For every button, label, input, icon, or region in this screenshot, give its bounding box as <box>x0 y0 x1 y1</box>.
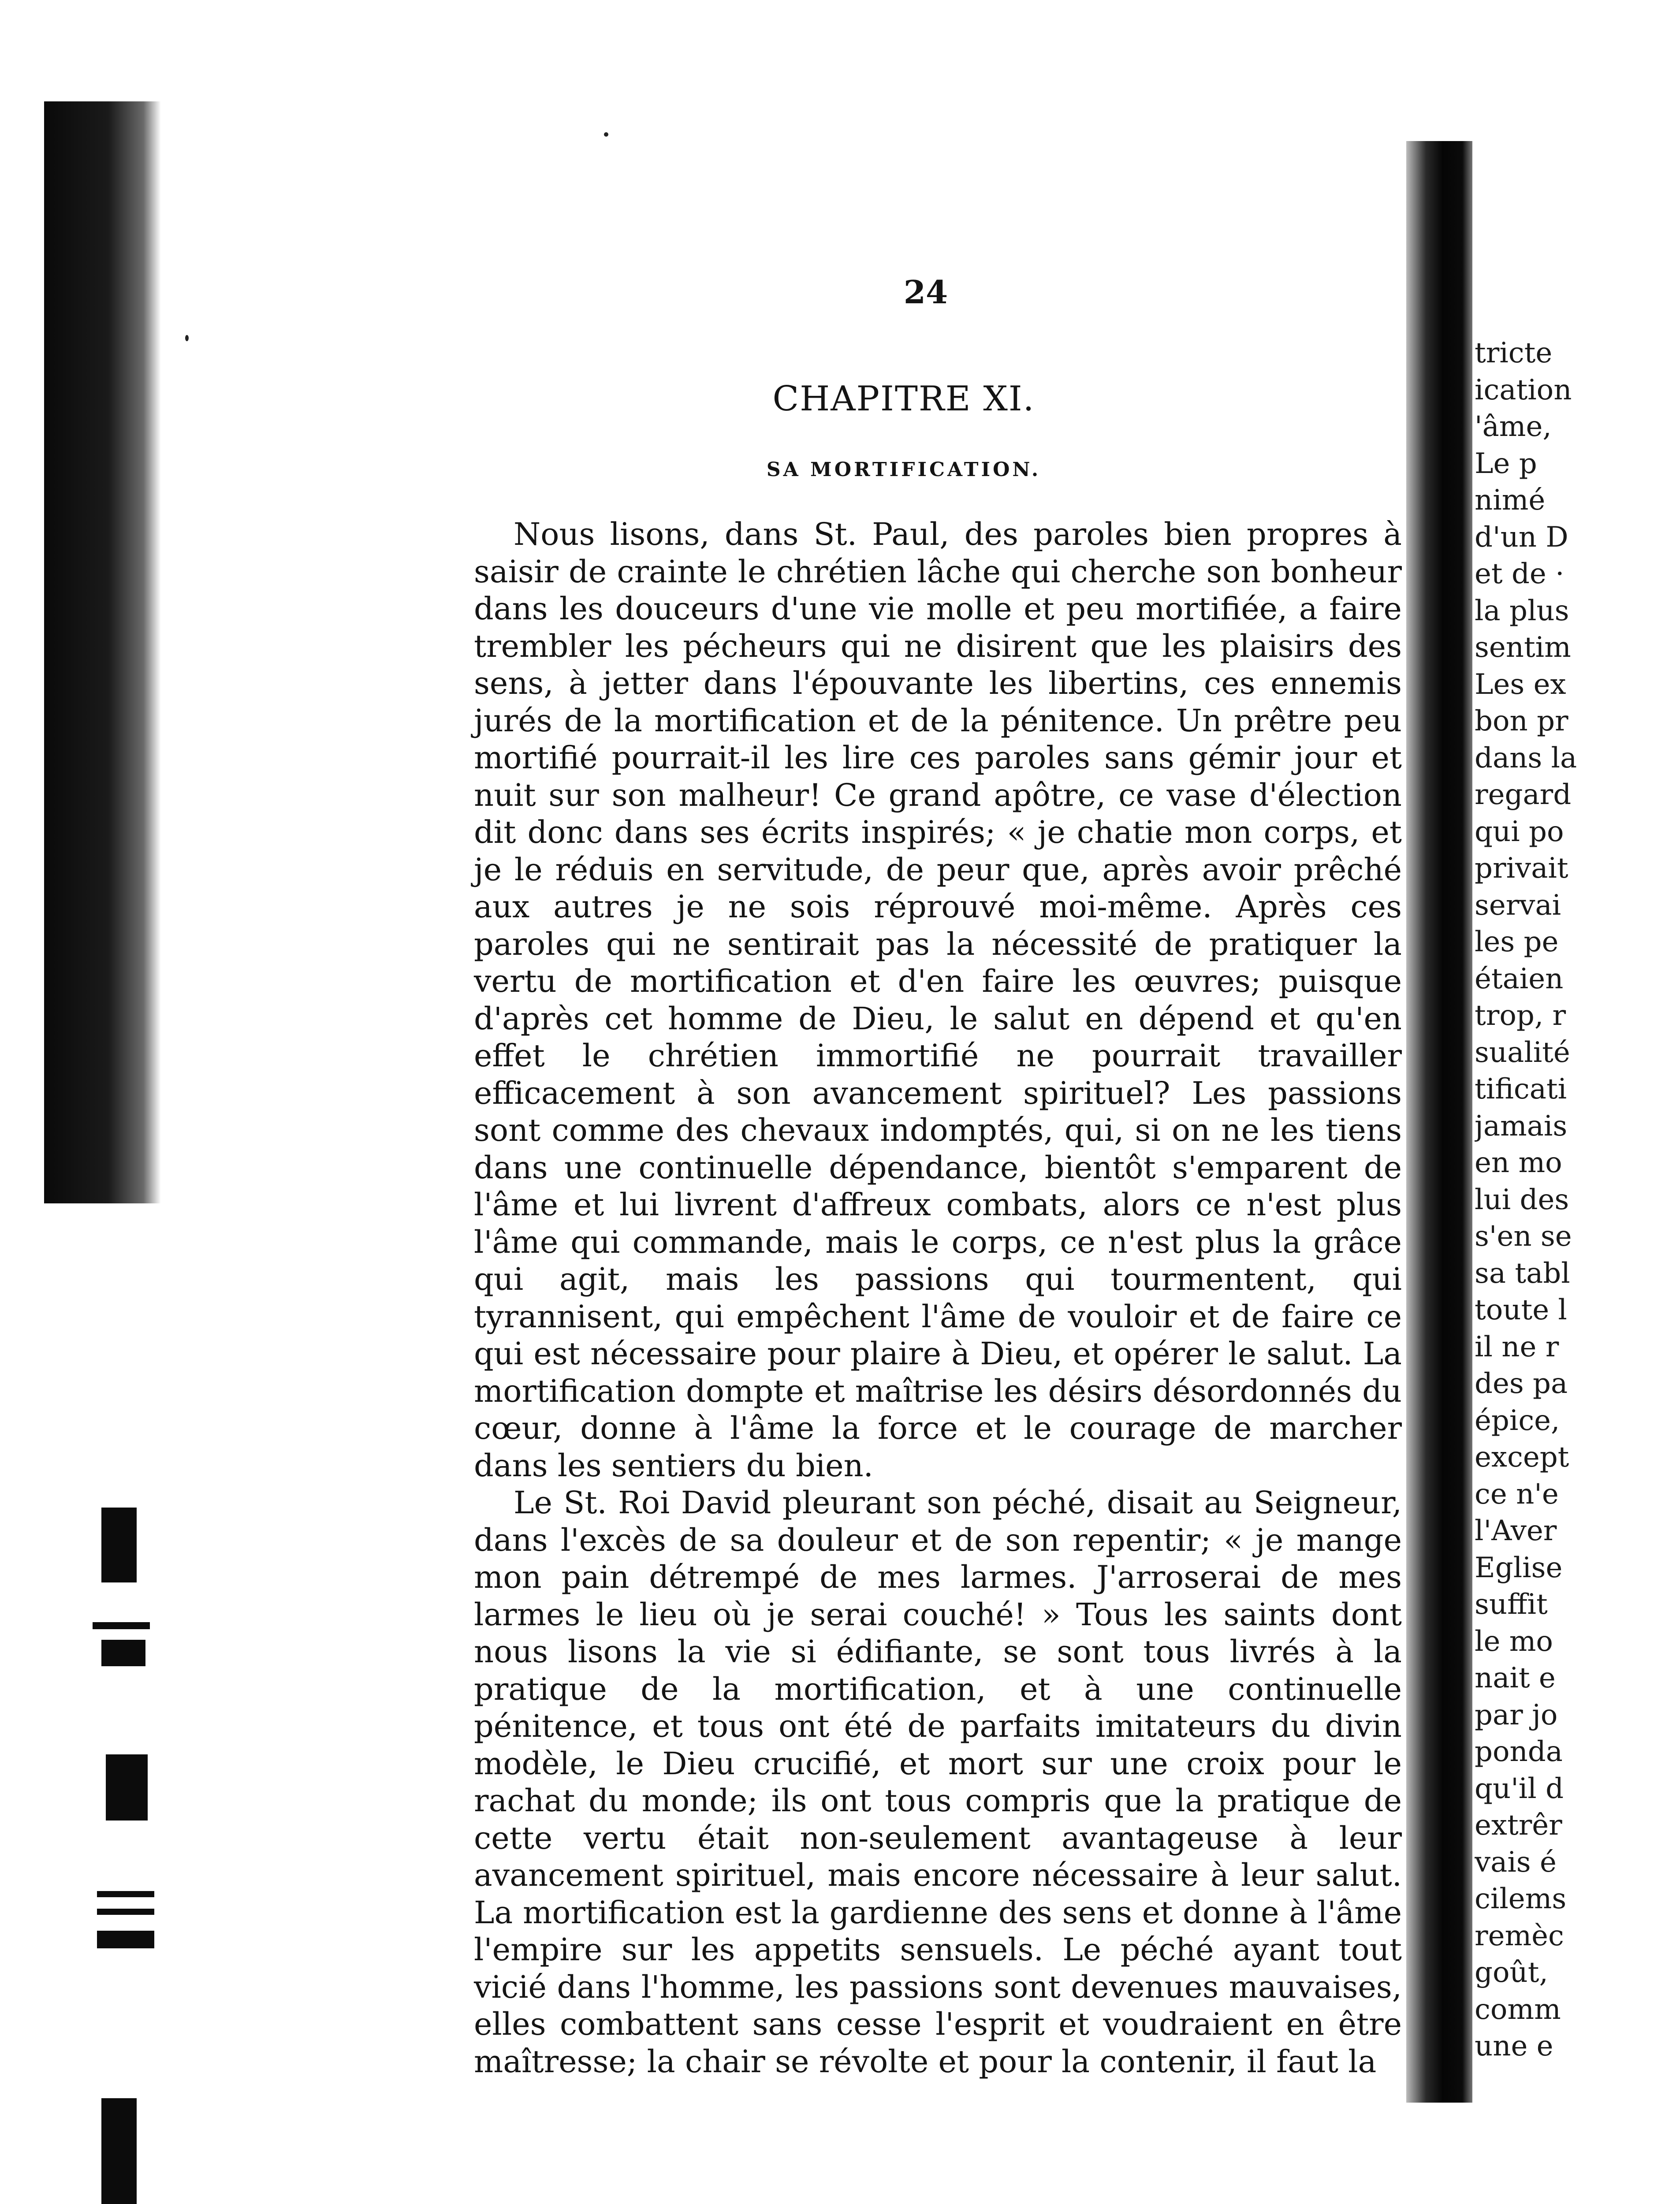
facing-page-line: bon pr <box>1475 705 1568 737</box>
facing-page-line: suffit <box>1475 1588 1548 1621</box>
scan-speck <box>604 132 608 137</box>
facing-page-line: cilems <box>1475 1883 1567 1915</box>
facing-page-line: except <box>1475 1441 1569 1474</box>
facing-page-line: qu'il d <box>1475 1772 1564 1805</box>
facing-page-line: ication <box>1475 373 1572 406</box>
scan-speck <box>185 335 189 341</box>
facing-page-line: extrêr <box>1475 1809 1562 1842</box>
facing-page-line: il ne r <box>1475 1330 1559 1363</box>
facing-page-line: qui po <box>1475 815 1564 848</box>
facing-page-line: s'en se <box>1475 1220 1572 1253</box>
scan-marks-left <box>93 1490 176 2204</box>
facing-page-line: privait <box>1475 852 1568 885</box>
facing-page-line: dans la <box>1475 741 1577 774</box>
facing-page-line: tificati <box>1475 1073 1567 1106</box>
facing-page-line: nimé <box>1475 484 1546 517</box>
chapter-subtitle: SA MORTIFICATION. <box>766 458 1041 481</box>
facing-page-line: sa tabl <box>1475 1257 1570 1290</box>
facing-page-line: lui des <box>1475 1183 1569 1216</box>
facing-page-line: le mo <box>1475 1625 1553 1658</box>
facing-page-line: remèc <box>1475 1919 1564 1952</box>
facing-page-line: regard <box>1475 778 1572 811</box>
book-binding-gutter <box>1406 141 1472 2103</box>
facing-page-line: et de · <box>1475 558 1565 590</box>
facing-page-line: servai <box>1475 889 1561 922</box>
facing-page-line: toute l <box>1475 1294 1567 1326</box>
facing-page-line: goût, <box>1475 1956 1548 1989</box>
facing-page-line: des pa <box>1475 1367 1568 1400</box>
body-text <box>474 516 1402 2080</box>
facing-page-line: ce n'e <box>1475 1478 1559 1511</box>
facing-page-line: sualité <box>1475 1036 1570 1069</box>
facing-page-line: comm <box>1475 1993 1561 2026</box>
facing-page-line: d'un D <box>1475 521 1568 554</box>
facing-page-line: l'Aver <box>1475 1515 1557 1547</box>
facing-page-line: trop, r <box>1475 999 1566 1032</box>
chapter-title: CHAPITRE XI. <box>772 379 1035 419</box>
facing-page-line: Les ex <box>1475 668 1566 701</box>
page-header <box>529 273 1322 311</box>
facing-page-line: les pe <box>1475 926 1559 958</box>
facing-page-line: en mo <box>1475 1147 1562 1179</box>
facing-page-line: ponda <box>1475 1735 1563 1768</box>
scan-shadow-left <box>44 101 161 1203</box>
facing-page-line: une e <box>1475 2030 1553 2063</box>
facing-page-line: jamais <box>1475 1109 1568 1143</box>
facing-page-line: vais é <box>1475 1846 1557 1879</box>
facing-page-line: la plus <box>1475 594 1569 627</box>
paragraph-2: Le St. Roi David pleurant son péché, disait au Seigneur, dans l'excès de sa douleur et de son repentir; « je mange mon pain détrempé de mes larmes. J'arroserai de mes larmes le lieu où je serai couché! » Tous les saints dont nous lisons la vie si édifiante, se sont tous livrés à la pratique de la mortification, et à une continuelle pénitence, et tous ont été de parfaits imitateurs du divin modèle, le Dieu crucifié, et mort sur une croix pour le rachat du monde; ils ont tous compris que la pratique de cette vertu était non-seulement avantageuse à leur avancement spirituel, mais encore nécessaire à leur salut. La mortification est la gardienne des sens et donne à l'âme l'empire sur les appetits sensuels. Le péché ayant tout vicié dans l'homme, les passions sont devenues mauvaises, elles combattent sans cesse l'esprit et voudraient en être maîtresse; la chair se révolte et pour la contenir, il faut la <box>474 1485 1402 2080</box>
facing-page-line: tricte <box>1475 337 1553 369</box>
facing-page-line: sentim <box>1475 631 1571 664</box>
facing-page-line: Le p <box>1475 447 1537 480</box>
page-number: 24 <box>903 273 948 311</box>
facing-page-line: étaien <box>1475 962 1564 995</box>
paragraph-1: Nous lisons, dans St. Paul, des paroles bien propres à saisir de crainte le chrétien lâche qui cherche son bonheur dans les douceurs d'une vie molle et peu mortifiée, a faire trembler les pécheurs qui ne disirent que les plaisirs des sens, à jetter dans l'épouvante les libertins, ces ennemis jurés de la mortification et de la pénitence. Un prêtre peu mortifié pourrait-il les lire ces paroles sans gémir jour et nuit sur son malheur! Ce grand apôtre, ce vase d'élection dit donc dans ses écrits inspirés; « je chatie mon corps, et je le réduis en servitude, de peur que, après avoir prêché aux autres je ne sois réprouvé moi-même. Après ces paroles qui ne sentirait pas la nécessité de pratiquer la vertu de mortification et d'en faire les œuvres; puisque d'après cet homme de Dieu, le salut en dépend et qu'en effet le chrétien immortifié ne pourrait travailler efficacement à son avancement spirituel? Les passions sont comme des chevaux indomptés, qui, si on ne les tiens dans une continuelle dépendance, bientôt s'emparent de l'âme et lui livrent d'affreux combats, alors ce n'est plus l'âme qui commande, mais le corps, ce n'est plus la grâce qui agit, mais les passions qui tourmentent, qui tyrannisent, qui empêchent l'âme de vouloir et de faire ce qui est nécessaire pour plaire à Dieu, et opérer le salut. La mortification dompte et maîtrise les désirs désordonnés du cœur, donne à l'âme la force et le courage de marcher dans les sentiers du bien. <box>474 516 1402 1484</box>
facing-page-column <box>1475 335 1646 2065</box>
facing-page-line: par jo <box>1475 1698 1558 1731</box>
facing-page-line: épice, <box>1475 1404 1560 1437</box>
facing-page-line: 'âme, <box>1475 410 1552 443</box>
facing-page-line: Eglise <box>1475 1551 1563 1584</box>
facing-page-line: nait e <box>1475 1662 1556 1694</box>
